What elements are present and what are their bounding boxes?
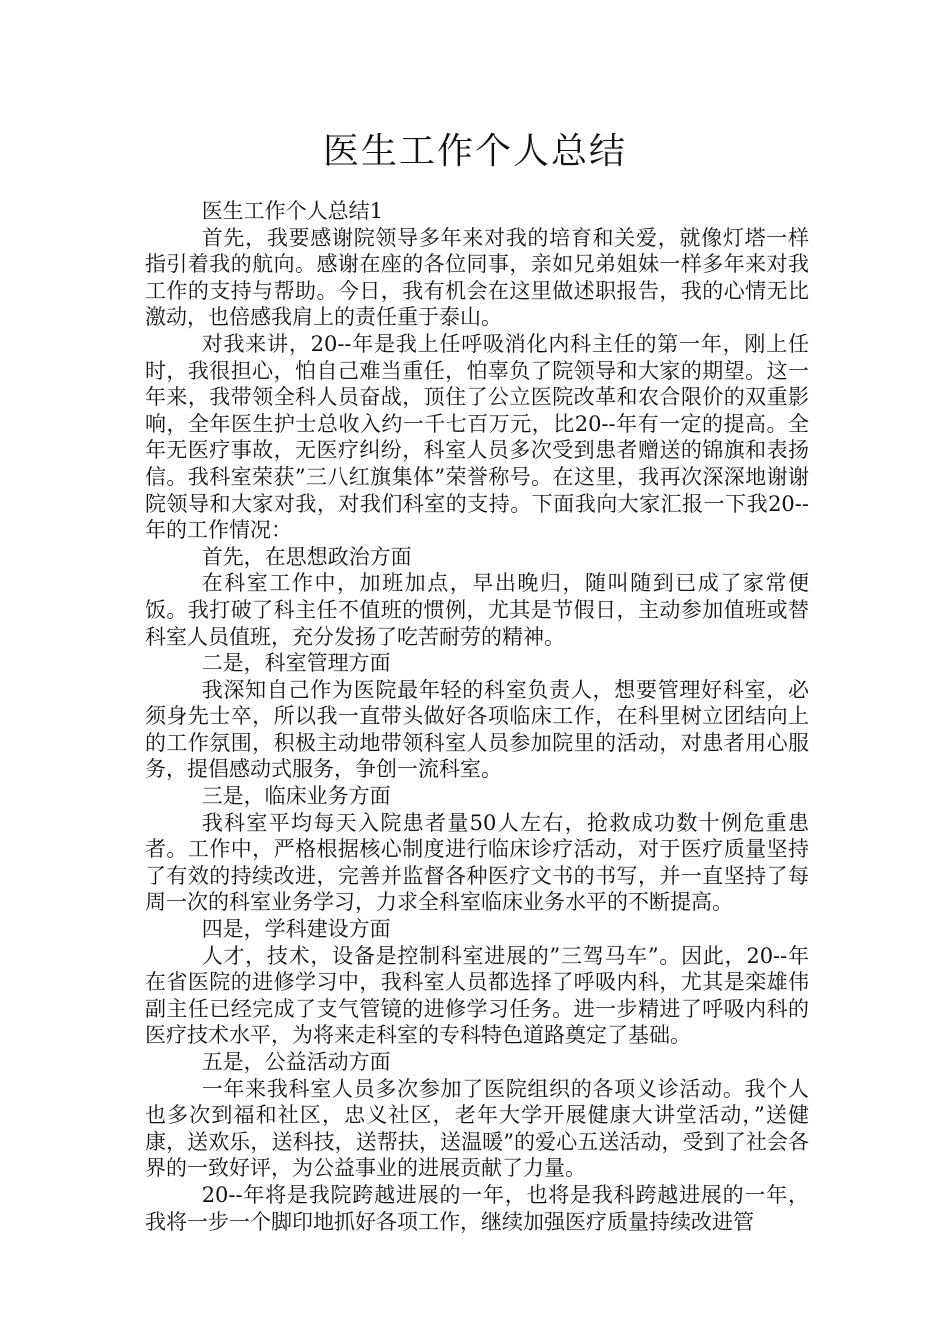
body-paragraph: 在科室工作中，加班加点，早出晚归，随叫随到已成了家常便饭。我打破了科主任不值班的惯例，尤其是节假日，主动参加值班或替科室人员值班，充分发扬了吃苦耐劳的精神。 [145,571,809,649]
subheading: 四是，学科建设方面 [201,917,391,942]
subheading: 二是，科室管理方面 [201,651,391,676]
subheading: 首先，在思想政治方面 [201,544,412,569]
document-title: 医生工作个人总结 [322,131,627,172]
subheading: 三是，临床业务方面 [201,784,391,809]
document-body [145,198,809,1235]
body-paragraph: 我科室平均每天入院患者量50人左右，抢救成功数十例危重患者。工作中，严格根据核心制度进行临床诊疗活动，对于医疗质量坚持了有效的持续改进，完善并监督各种医疗文书的书写，并一直坚持了每周一次的科室业务学习，力求全科室临床业务水平的不断提高。 [145,810,809,915]
body-paragraph: 首先，我要感谢院领导多年来对我的培育和关爱，就像灯塔一样指引着我的航向。感谢在座的各位同事，亲如兄弟姐妹一样多年来对我工作的支持与帮助。今日，我有机会在这里做述职报告，我的心情无比激动，也倍感我肩上的责任重于泰山。 [145,225,809,330]
subheading: 五是，公益活动方面 [201,1050,391,1074]
body-paragraph: 我深知自己作为医院最年轻的科室负责人，想要管理好科室，必须身先士卒，所以我一直带头做好各项临床工作，在科里树立团结向上的工作氛围，积极主动地带领科室人员参加院里的活动，对患者用心服务，提倡感动式服务，争创一流科室。 [145,677,809,782]
body-paragraph: 人才，技术，设备是控制科室进展的”三驾马车”。因此，20--年在省医院的进修学习中，我科室人员都选择了呼吸内科，尤其是栾雄伟副主任已经完成了支气管镜的进修学习任务。进一步精进了呼吸内科的医疗技术水平，为将来走科室的专科特色道路奠定了基础。 [145,943,809,1048]
body-paragraph: 20--年将是我院跨越进展的一年，也将是我科跨越进展的一年，我将一步一个脚印地抓好各项工作，继续加强医疗质量持续改进管 [145,1182,809,1234]
body-paragraph: 一年来我科室人员多次参加了医院组织的各项义诊活动。我个人也多次到福和社区，忠义社区，老年大学开展健康大讲堂活动，”送健康，送欢乐，送科技，送帮扶，送温暖”的爱心五送活动，受到了社会各界的一致好评，为公益事业的进展贡献了力量。 [145,1076,809,1181]
section-heading: 医生工作个人总结1 [201,199,384,223]
body-paragraph: 对我来讲，20--年是我上任呼吸消化内科主任的第一年，刚上任时，我很担心，怕自己难当重任，怕辜负了院领导和大家的期望。这一年来，我带领全科人员奋战，顶住了公立医院改革和农合限价的双重影响，全年医生护士总收入约一千七百万元，比20--年有一定的提高。全年无医疗事故，无医疗纠纷，科室人员多次受到患者赠送的锦旗和表扬信。我科室荣获”三八红旗集体”荣誉称号。在这里，我再次深深地谢谢院领导和大家对我，对我们科室的支持。下面我向大家汇报一下我20--年的工作情况： [145,331,809,543]
